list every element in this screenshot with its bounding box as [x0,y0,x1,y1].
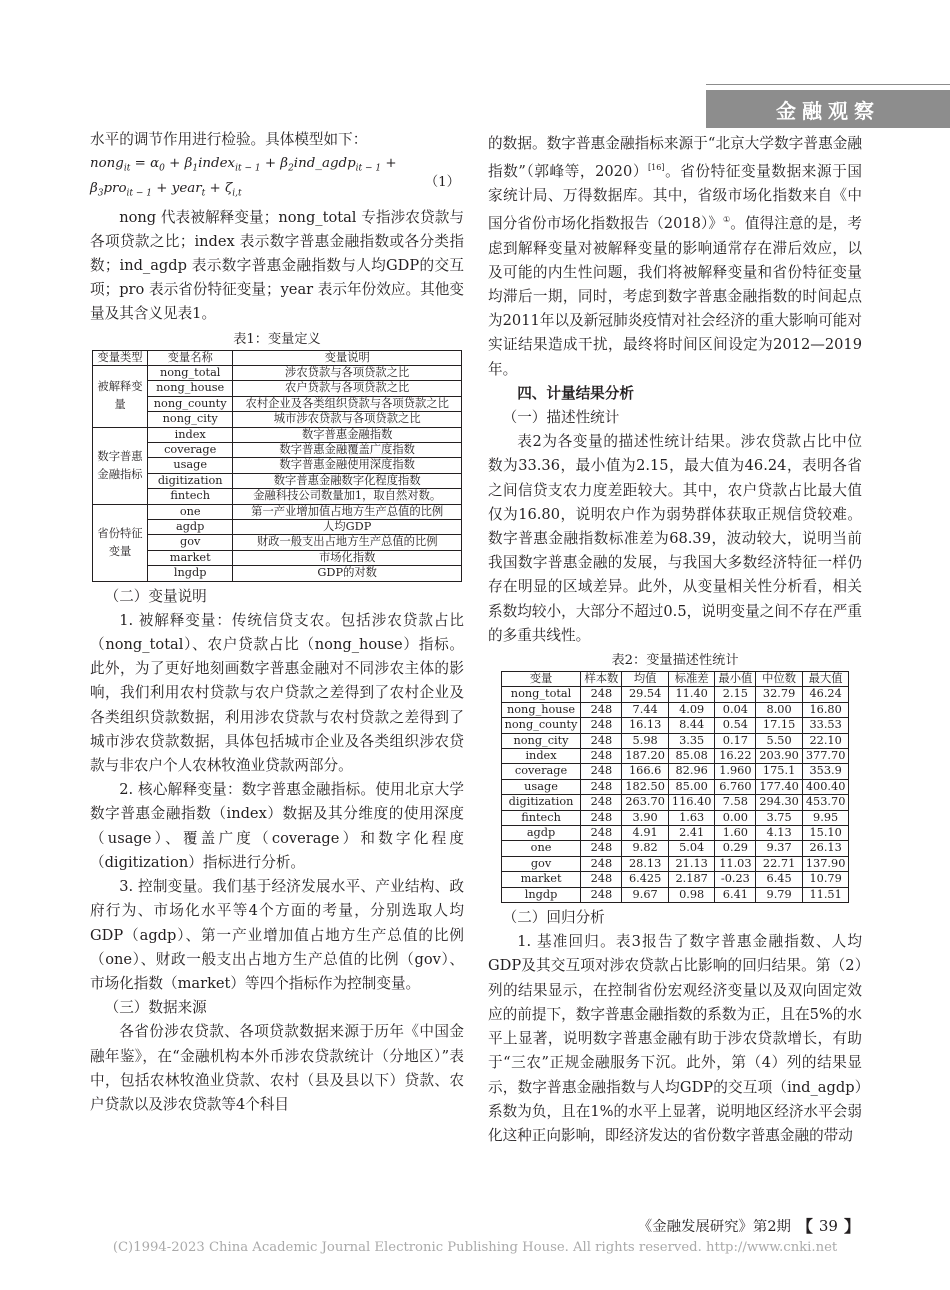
table2-header-cell: 样本数 [581,671,622,686]
table2-cell: 85.08 [668,749,715,764]
table2-cell: nong_city [501,733,581,748]
table2-cell: 4.13 [756,826,803,841]
journal-name: 《金融发展研究》第2期 [637,1219,791,1235]
table2-row [501,795,849,810]
table2-cell: 453.70 [802,795,849,810]
table2-cell: agdp [501,826,581,841]
table2-cell: 17.15 [756,718,803,733]
table2-header-cell: 标准差 [668,671,715,686]
model-formula [90,152,464,205]
table2-cell: 29.54 [622,687,669,702]
table1-var-name-cell: usage [148,458,233,473]
right-column [488,132,862,1148]
dependent-variable-paragraph: 1. 被解释变量：传统信贷支农。包括涉农贷款占比（nong_total）、农户贷款占比（nong_house）指标。此外，为了更好地刻画数字普惠金融对不同涉农主体的影响，我们利用农村贷款与农户贷款之差得到了农村企业及各类组织贷款数据，利用涉农贷款与农村贷款之差得到了城市涉农贷款数据，具体包括城市企业及各类组织涉农贷款与非农户个人农林牧渔业贷款两部分。 [90,611,464,775]
table2-cell: 11.51 [802,887,849,902]
table2-cell: 400.40 [802,779,849,794]
data-source-paragraph: 各省份涉农贷款、各项贷款数据来源于历年《中国金融年鉴》，在“金融机构本外币涉农贷款统计（分地区）”表中，包括农林牧渔业贷款、农村（县及县以下）贷款、农户贷款以及涉农贷款等4个科目 [90,1023,464,1113]
table2-cell: 248 [581,718,622,733]
table2-row [501,856,849,871]
table2-cell: nong_total [501,687,581,702]
table1-var-name-cell: coverage [148,443,233,458]
table2-cell: 248 [581,856,622,871]
table2-cell: 6.760 [715,779,756,794]
table2-cell: 116.40 [668,795,715,810]
table2-cell: 166.6 [622,764,669,779]
table2-cell: 3.75 [756,810,803,825]
table2-cell: 22.71 [756,856,803,871]
table2-cell: 16.80 [802,702,849,717]
table1-var-name-cell: nong_county [148,396,233,411]
table2-cell: 263.70 [622,795,669,810]
table2-header-cell: 中位数 [756,671,803,686]
table1-var-name-cell: nong_total [148,365,233,380]
table2-cell: 248 [581,733,622,748]
table1-row [93,458,462,473]
table2-cell: 9.37 [756,841,803,856]
table2-cell: 33.53 [802,718,849,733]
table2-row [501,687,849,702]
table1-var-desc-cell: 农户贷款与各项贷款之比 [233,381,462,396]
table2-cell: 248 [581,779,622,794]
table1-var-desc-cell: GDP的对数 [233,566,462,581]
table2-cell: 248 [581,749,622,764]
table2-cell: 4.91 [622,826,669,841]
table2-row [501,810,849,825]
table2-cell: 32.79 [756,687,803,702]
table2-header-cell: 变量 [501,671,581,686]
table2-cell: 2.187 [668,872,715,887]
table1-var-desc-cell: 城市涉农贷款与各项贷款之比 [233,412,462,427]
table1-caption: 表1：变量定义 [233,331,321,347]
left-column [90,128,464,1117]
table2-cell: 248 [581,872,622,887]
data-source-cont-1: 的数据。数字普惠金融指标来源于“北京大学数字普惠金融指数”（郭峰等，2020） [488,135,862,181]
table1-var-desc-cell: 数字普惠金融数字化程度指数 [233,473,462,488]
intro-text: 水平的调节作用进行检验。具体模型如下： [90,131,368,148]
table2-header-row [501,671,849,686]
table2-row [501,779,849,794]
table2-cell: 82.96 [668,764,715,779]
table2-cell: lngdp [501,887,581,902]
table2-cell: fintech [501,810,581,825]
table1-type-cell: 数字普惠金融指标 [93,427,148,504]
control-variable-paragraph: 3. 控制变量。我们基于经济发展水平、产业结构、政府行为、市场化水平等4个方面的考量，分别选取人均GDP（agdp）、第一产业增加值占地方生产总值的比例（one）、财政一般支出占地方生产总值的比例（gov）、市场化指数（market）等四个指标作为控制变量。 [90,878,464,992]
regression-paragraph: 1. 基准回归。表3报告了数字普惠金融指数、人均GDP及其交互项对涉农贷款占比影响的回归结果。第（2）列的结果显示，在控制省份宏观经济变量以及双向固定效应的前提下，数字普惠金融指数的系数为正，且在5%的水平上显著，说明数字普惠金融有助于涉农贷款增长，有助于“三农”正规金融服务下沉。此外，第（4）列的结果显示，数字普惠金融指数与人均GDP的交互项（ind_agdp）系数为负，且在1%的水平上显著，说明地区经济水平会弱化这种正向影响，即经济发达的省份数字普惠金融的带动 [488,933,862,1144]
table1-row [93,566,462,581]
table2-cell: 1.63 [668,810,715,825]
table2-cell: 187.20 [622,749,669,764]
table2-cell: 9.79 [756,887,803,902]
table2-cell: 0.00 [715,810,756,825]
data-source-continued [488,132,862,382]
table2-cell: 16.22 [715,749,756,764]
table2-header-cell: 最小值 [715,671,756,686]
reference-16: [16] [648,163,665,173]
data-source-cont-2: 。省份特征变量数据来源于国家统计局、万得数据库。其中，省级市场化指数来自《中国分省份市场化指数报告（2018）》 [488,163,862,233]
table1-row [93,412,462,427]
table1-header-cell: 变量类型 [93,350,148,365]
table2-cell: index [501,749,581,764]
table1-var-name-cell: one [148,504,233,519]
table1-var-name-cell: index [148,427,233,442]
table1-var-desc-cell: 数字普惠金融指数 [233,427,462,442]
descriptive-paragraph: 表2为各变量的描述性统计结果。涉农贷款占比中位数为33.36，最小值为2.15，最大值为46.24，表明各省之间信贷支农力度差距较大。其中，农户贷款占比最大值仅为16.80，说明农户作为弱势群体获取正规信贷较难。数字普惠金融指数标准差为68.39，波动较大，说明当前我国数字普惠金融的发展，与我国大多数经济特征一样仍存在明显的区域差异。此外，从变量相关性分析看，相关系数均较小，大部分不超过0.5，说明变量之间不存在严重的多重共线性。 [488,433,862,644]
table2-cell: 46.24 [802,687,849,702]
table2-cell: 7.58 [715,795,756,810]
table2-row [501,702,849,717]
table1-var-desc-cell: 财政一般支出占地方生产总值的比例 [233,535,462,550]
table2-cell: 294.30 [756,795,803,810]
table1-row [93,489,462,504]
descriptive-statistics-table [501,671,850,903]
table1-var-name-cell: gov [148,535,233,550]
table2-caption: 表2：变量描述性统计 [611,652,739,668]
table2-cell: 9.95 [802,810,849,825]
table2-cell: nong_house [501,702,581,717]
header-rule [706,84,950,85]
table2-cell: 10.79 [802,872,849,887]
table1-var-desc-cell: 市场化指数 [233,550,462,565]
table2-cell: 248 [581,841,622,856]
table2-cell: 248 [581,887,622,902]
table2-row [501,887,849,902]
table2-cell: 248 [581,702,622,717]
table2-cell: 22.10 [802,733,849,748]
section-title-regression: （二）回归分析 [502,909,605,927]
table2-cell: 248 [581,810,622,825]
table2-cell: 175.1 [756,764,803,779]
table2-cell: 377.70 [802,749,849,764]
page-bracket-open: 【 [796,1217,813,1236]
table2-cell: -0.23 [715,872,756,887]
core-variable-paragraph: 2. 核心解释变量：数字普惠金融指标。使用北京大学数字普惠金融指数（index）数据及其分维度的使用深度（usage）、覆盖广度（coverage）和数字化程度（digitization）指标进行分析。 [90,781,464,871]
table2-cell: 3.35 [668,733,715,748]
table2-cell: 248 [581,687,622,702]
table1-row [93,504,462,519]
table2-cell: 15.10 [802,826,849,841]
page-footer [0,1214,950,1237]
table2-cell: one [501,841,581,856]
footnote-1: ① [722,215,731,225]
table2-cell: usage [501,779,581,794]
table2-cell: 5.98 [622,733,669,748]
table2-row [501,733,849,748]
table2-cell: 16.13 [622,718,669,733]
table2-cell: 2.15 [715,687,756,702]
table1-row [93,473,462,488]
table2-cell: 0.54 [715,718,756,733]
table1-type-cell: 被解释变量 [93,365,148,427]
table2-cell: market [501,872,581,887]
table2-cell: 9.82 [622,841,669,856]
table2-cell: 3.90 [622,810,669,825]
data-source-cont-3: 。值得注意的是，考虑到解释变量对被解释变量的影响通常存在滞后效应，以及可能的内生性问题，我们将被解释变量和省份特征变量均滞后一期，同时，考虑到数字普惠金融指数的时间起点为2011年以及新冠肺炎疫情对社会经济的重大影响可能对实证结果造成干扰，最终将时间区间设定为2012—2019年。 [488,215,863,378]
table2-cell: 85.00 [668,779,715,794]
table2-cell: 203.90 [756,749,803,764]
table2-cell: 248 [581,826,622,841]
table2-cell: 8.44 [668,718,715,733]
table1-row [93,427,462,442]
table1-header-row [93,350,462,365]
table2-cell: 353.9 [802,764,849,779]
table2-cell: 7.44 [622,702,669,717]
table2-header-cell: 均值 [622,671,669,686]
table2-cell: 137.90 [802,856,849,871]
table2-cell: 0.04 [715,702,756,717]
table2-cell: 0.17 [715,733,756,748]
table1-var-name-cell: agdp [148,520,233,535]
table2-cell: digitization [501,795,581,810]
table2-cell: 1.960 [715,764,756,779]
table1-var-name-cell: nong_house [148,381,233,396]
section-title-variable-notes: （二）变量说明 [104,587,207,605]
table1-row [93,520,462,535]
table1-row [93,535,462,550]
section-title-results: 四、计量结果分析 [517,384,634,402]
table1-row [93,550,462,565]
formula-line-1: nong$_{it}$ = $\alpha_0$ + $\beta_1index_{it - 1}$ + $\beta_2ind\_agdp_{it - 1}$ + [90,156,397,174]
table2-row [501,826,849,841]
table1-type-cell: 省份特征变量 [93,504,148,581]
table1-var-name-cell: digitization [148,473,233,488]
table1-var-desc-cell: 农村企业及各类组织贷款与各项贷款之比 [233,396,462,411]
section-badge: 金融观察 [706,90,950,128]
table2-cell: 6.45 [756,872,803,887]
table2-row [501,749,849,764]
table2-row [501,764,849,779]
table1-row [93,443,462,458]
table2-cell: gov [501,856,581,871]
table2-cell: 11.03 [715,856,756,871]
page-bracket-close: 】 [843,1217,860,1236]
table2-cell: 8.00 [756,702,803,717]
table2-cell: 6.425 [622,872,669,887]
table1-row [93,381,462,396]
table2-cell: 177.40 [756,779,803,794]
table1-var-name-cell: fintech [148,489,233,504]
table2-cell: 2.41 [668,826,715,841]
table1-var-name-cell: nong_city [148,412,233,427]
table2-row [501,718,849,733]
table2-cell: 5.50 [756,733,803,748]
copyright-notice: (C)1994-2023 China Academic Journal Electronic Publishing House. All rights reserved. http://www.cnki.net [112,1240,838,1255]
table1-var-desc-cell: 数字普惠金融使用深度指数 [233,458,462,473]
table2-cell: 4.09 [668,702,715,717]
variable-definition-table [92,350,462,582]
table1-header-cell: 变量说明 [233,350,462,365]
table2-cell: nong_county [501,718,581,733]
table2-row [501,872,849,887]
table2-cell: 182.50 [622,779,669,794]
table1-row [93,396,462,411]
table2-cell: 0.29 [715,841,756,856]
table1-var-name-cell: lngdp [148,566,233,581]
table2-cell: 28.13 [622,856,669,871]
table2-row [501,841,849,856]
table2-cell: 21.13 [668,856,715,871]
formula-line-2: $\beta_3pro_{it - 1}$ + year$_t$ + $\zeta_{i,t}$ [90,180,242,199]
table2-cell: 1.60 [715,826,756,841]
table1-var-desc-cell: 人均GDP [233,520,462,535]
table2-cell: 248 [581,795,622,810]
table1-var-desc-cell: 金融科技公司数量加1，取自然对数。 [233,489,462,504]
table2-cell: 11.40 [668,687,715,702]
table2-cell: 0.98 [668,887,715,902]
table1-var-desc-cell: 数字普惠金融覆盖广度指数 [233,443,462,458]
table2-header-cell: 最大值 [802,671,849,686]
table2-cell: 248 [581,764,622,779]
table2-cell: 26.13 [802,841,849,856]
section-title-data-source: （三）数据来源 [104,999,207,1017]
table1-header-cell: 变量名称 [148,350,233,365]
table1-row [93,365,462,380]
page-number: 39 [818,1216,838,1235]
table2-cell: coverage [501,764,581,779]
definition-paragraph: nong 代表被解释变量；nong_total 专指涉农贷款与各项贷款之比；index 表示数字普惠金融指数或各分类指数；ind_agdp 表示数字普惠金融指数与人均GDP的交互项；pro 表示省份特征变量；year 表示年份效应。其他变量及其含义见表1。 [90,208,464,323]
table2-cell: 6.41 [715,887,756,902]
section-title-descriptive: （一）描述性统计 [502,408,620,426]
table2-cell: 9.67 [622,887,669,902]
formula-number: （1） [424,175,460,191]
table2-cell: 5.04 [668,841,715,856]
table1-var-desc-cell: 第一产业增加值占地方生产总值的比例 [233,504,462,519]
table1-var-desc-cell: 涉农贷款与各项贷款之比 [233,365,462,380]
table1-var-name-cell: market [148,550,233,565]
